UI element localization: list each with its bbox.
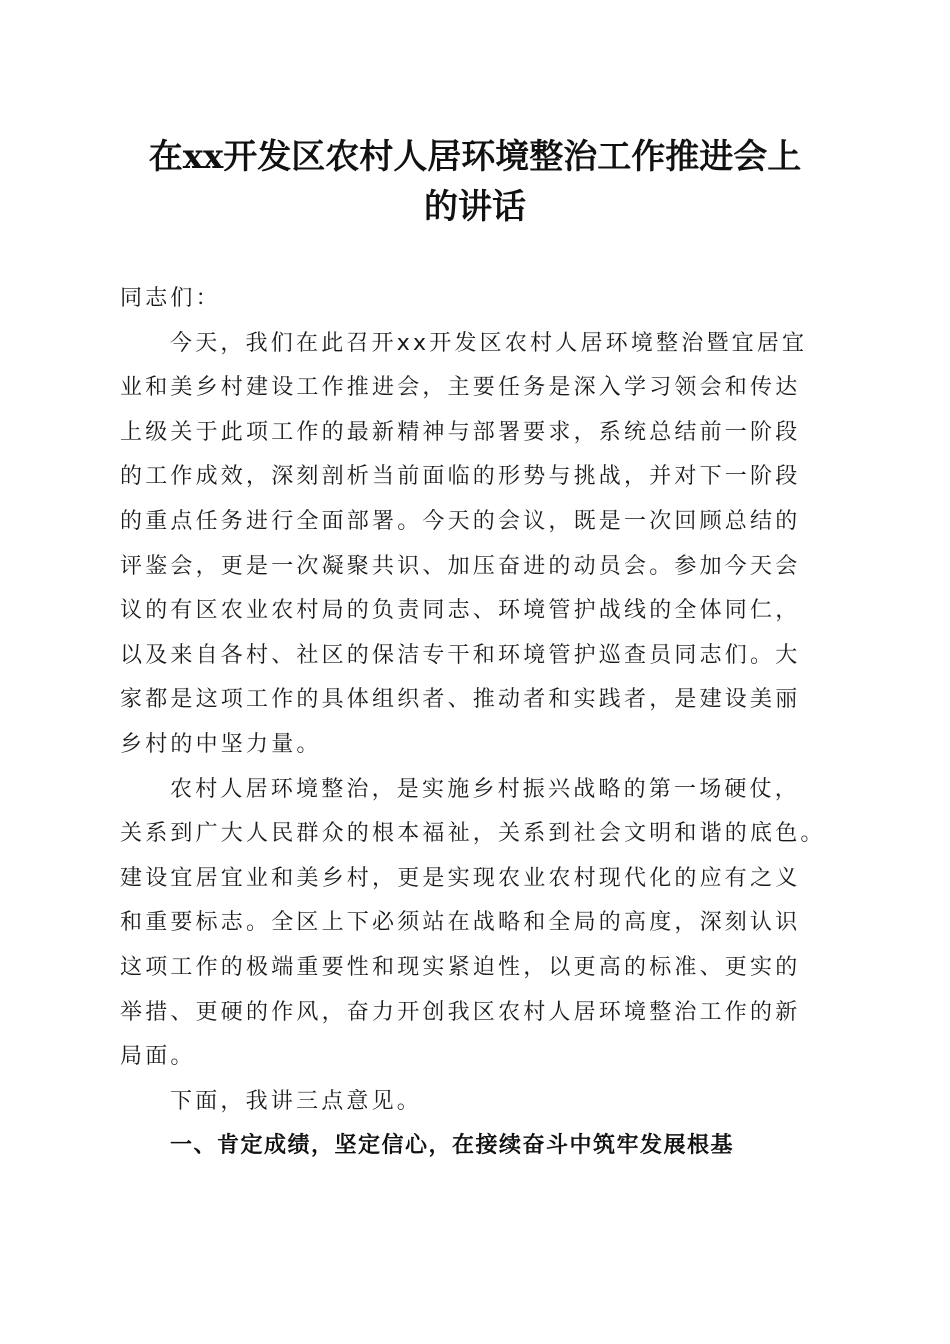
- paragraph-line: 这项工作的极端重要性和现实紧迫性，以更高的标准、更实的: [120, 954, 801, 980]
- title-line-1: 在xx开发区农村人居环境整治工作推进会上: [148, 137, 802, 177]
- paragraph-line: 建设宜居宜业和美乡村，更是实现农业农村现代化的应有之义: [120, 865, 801, 891]
- salutation: 同志们：: [120, 286, 221, 311]
- paragraph-transition: 下面，我讲三点意见。: [170, 1088, 423, 1114]
- paragraph-line: 业和美乡村建设工作推进会，主要任务是深入学习领会和传达: [120, 375, 801, 401]
- paragraph-line: 农村人居环境整治，是实施乡村振兴战略的第一场硬仗，: [170, 776, 801, 802]
- paragraph-significance: [120, 768, 840, 1080]
- paragraph-line: 关系到广大人民群众的根本福祉，关系到社会文明和谐的底色。: [120, 821, 826, 847]
- paragraph-line: 评鉴会，更是一次凝聚共识、加压奋进的动员会。参加今天会: [120, 553, 801, 579]
- document-title: [110, 132, 840, 232]
- paragraph-line: 举措、更硬的作风，奋力开创我区农村人居环境整治工作的新: [120, 999, 801, 1025]
- paragraph-line: 乡村的中坚力量。: [120, 731, 322, 757]
- paragraph-line: 上级关于此项工作的最新精神与部署要求，系统总结前一阶段: [120, 419, 801, 445]
- paragraph-line: 的工作成效，深刻剖析当前面临的形势与挑战，并对下一阶段: [120, 464, 801, 490]
- paragraph-line: 局面。: [120, 1044, 196, 1070]
- paragraph-line: 议的有区农业农村局的负责同志、环境管护战线的全体同仁，: [120, 598, 801, 624]
- paragraph-line: 家都是这项工作的具体组织者、推动者和实践者，是建设美丽: [120, 687, 801, 713]
- title-line-2: 的讲话: [424, 187, 526, 227]
- paragraph-line: 今天，我们在此召开xx开发区农村人居环境整治暨宜居宜: [170, 330, 808, 356]
- section-heading-1: 一、肯定成绩，坚定信心，在接续奋斗中筑牢发展根基: [170, 1133, 735, 1159]
- paragraph-line: 以及来自各村、社区的保洁专干和环境管护巡查员同志们。大: [120, 642, 801, 668]
- paragraph-line: 和重要标志。全区上下必须站在战略和全局的高度，深刻认识: [120, 910, 801, 936]
- paragraph-line: 的重点任务进行全面部署。今天的会议，既是一次回顾总结的: [120, 508, 801, 534]
- paragraph-opening: [120, 322, 840, 768]
- document-body: [120, 277, 840, 1169]
